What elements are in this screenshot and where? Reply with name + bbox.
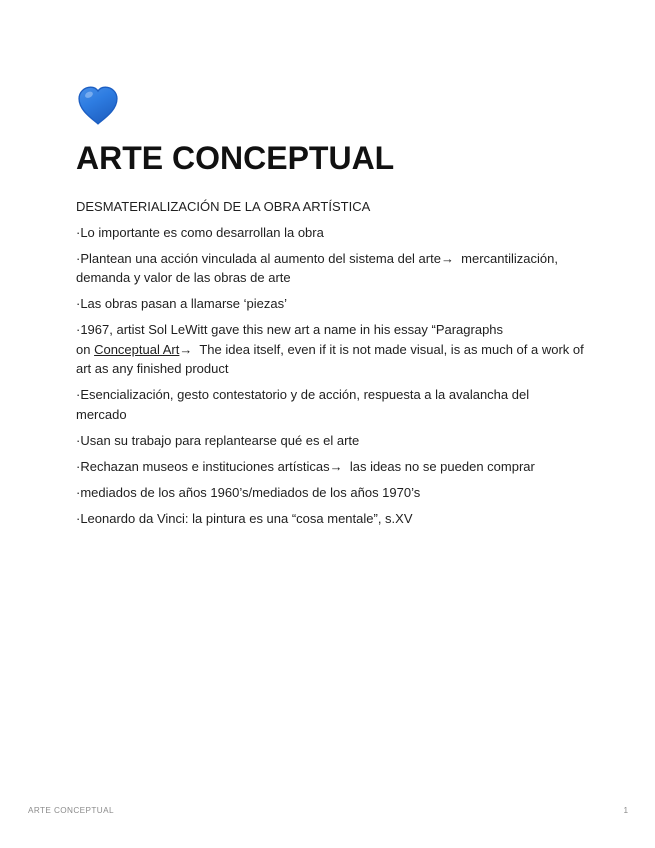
paragraph-list <box>76 223 588 529</box>
paragraph <box>76 509 588 529</box>
text-segment: mercado <box>76 406 127 422</box>
paragraph <box>76 431 588 451</box>
text-segment: → The idea itself, even if it is not made visual, is as much of a work of <box>179 341 584 357</box>
text-segment: ·mediados de los años 1960’s/mediados de los años 1970’s <box>76 484 421 500</box>
text-segment: ·Rechazan museos e instituciones artísticas→ las ideas no se pueden comprar <box>76 458 535 474</box>
page-number: 1 <box>623 806 628 815</box>
text-segment: ·Esencialización, gesto contestatorio y de acción, respuesta a la avalancha del <box>76 387 530 402</box>
document-content <box>76 83 588 535</box>
paragraph <box>76 483 588 503</box>
text-segment: art as any finished product <box>76 361 229 376</box>
paragraph <box>76 457 588 477</box>
blue-heart-icon <box>76 83 588 128</box>
paragraph <box>76 249 588 288</box>
document-subtitle: DESMATERIALIZACIÓN DE LA OBRA ARTÍSTICA <box>76 199 371 214</box>
conceptual-art-link[interactable]: Conceptual Art <box>94 341 180 357</box>
text-segment: demanda y valor de las obras de arte <box>76 270 291 285</box>
footer-title: ARTE CONCEPTUAL <box>28 806 114 815</box>
page-title: ARTE CONCEPTUAL <box>76 140 395 176</box>
text-segment: ·1967, artist Sol LeWitt gave this new art a name in his essay “Paragraphs <box>76 322 504 337</box>
paragraph <box>76 385 588 424</box>
paragraph <box>76 320 588 379</box>
text-segment: ·Leonardo da Vinci: la pintura es una “cosa mentale”, s.XV <box>76 510 413 526</box>
paragraph <box>76 223 588 243</box>
paragraph <box>76 294 588 314</box>
page-footer <box>0 806 655 815</box>
text-segment: ·Usan su trabajo para replantearse qué es el arte <box>76 432 360 448</box>
text-segment: ·Las obras pasan a llamarse ‘piezas’ <box>76 296 287 311</box>
text-segment: ·Plantean una acción vinculada al aumento del sistema del arte→ mercantilización, <box>76 250 558 266</box>
text-segment: ·Lo importante es como desarrollan la obra <box>76 224 324 240</box>
text-segment: on <box>76 341 95 357</box>
